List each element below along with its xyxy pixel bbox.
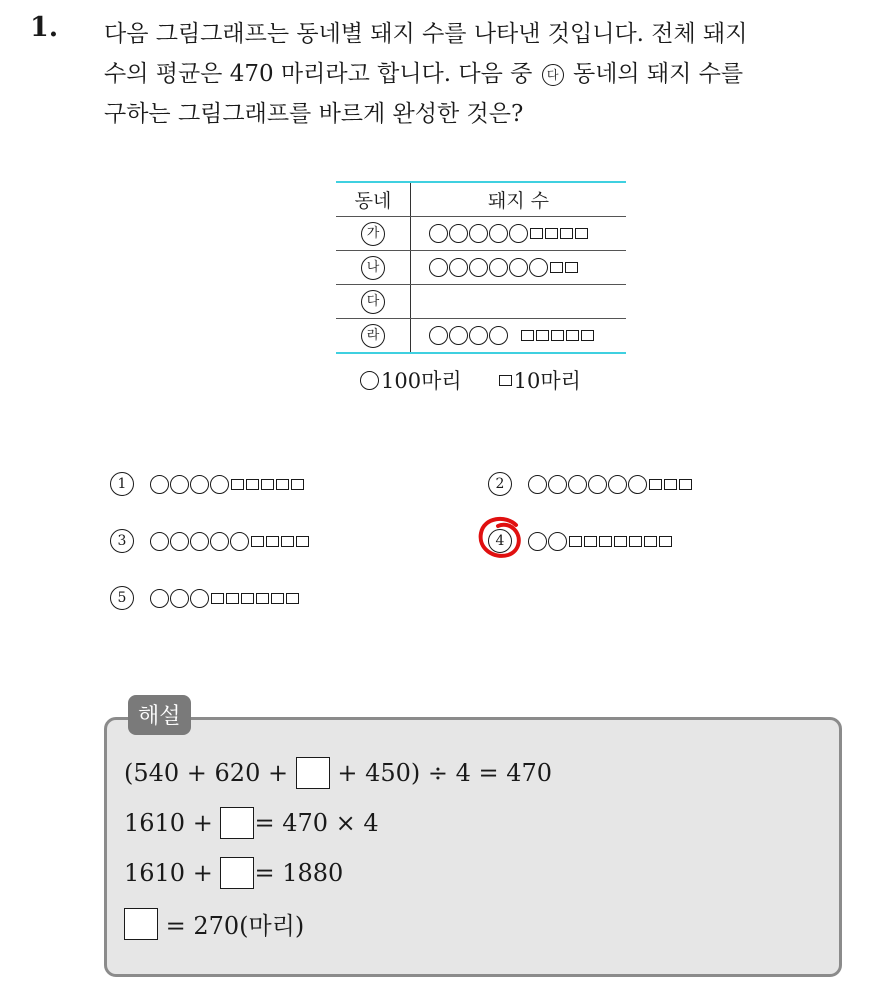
pictograph: [429, 258, 578, 277]
square-10-icon: [286, 593, 299, 604]
pictograph: [528, 532, 672, 551]
pictograph: [429, 224, 588, 243]
solution-equation-4: [124, 906, 304, 941]
choice-number: 3: [110, 529, 134, 553]
circle-100-icon: [509, 258, 528, 277]
circle-100-icon: [548, 532, 567, 551]
circle-100-icon: [568, 475, 587, 494]
eq2-right: = 470 × 4: [254, 809, 379, 837]
circle-100-icon: [529, 258, 548, 277]
legend-small: [498, 365, 581, 395]
question-line-3: 구하는 그림그래프를 바르게 완성한 것은?: [104, 101, 524, 127]
question-line-2-part-a: 수의 평균은 470 마리라고 합니다. 다음 중: [104, 61, 533, 87]
circle-100-icon: [150, 532, 169, 551]
square-10-icon: [281, 536, 294, 547]
square-10-icon: [211, 593, 224, 604]
circle-100-icon: [588, 475, 607, 494]
circle-100-icon: [469, 258, 488, 277]
circle-100-icon: [628, 475, 647, 494]
square-10-icon: [530, 228, 543, 239]
legend-small-label: 10마리: [513, 369, 581, 393]
circle-100-icon: [469, 224, 488, 243]
table-header-row: [336, 183, 626, 217]
pictograph: [150, 532, 309, 551]
square-10-icon: [575, 228, 588, 239]
circle-100-icon: [170, 475, 189, 494]
circle-100-icon: [210, 475, 229, 494]
square-10-icon: [276, 479, 289, 490]
circle-100-icon: [170, 589, 189, 608]
circle-100-icon: [489, 224, 508, 243]
choice-number: 5: [110, 586, 134, 610]
pig-count-cell: [411, 285, 626, 318]
choice-number: 2: [488, 472, 512, 496]
answer-check-mark: [476, 515, 524, 561]
legend-big: [360, 365, 462, 395]
circle-100-icon: [509, 224, 528, 243]
square-10-icon: [545, 228, 558, 239]
pictograph: [150, 475, 304, 494]
circle-100-icon: [429, 326, 448, 345]
table-row: [336, 251, 626, 285]
neighborhood-cell: [336, 319, 411, 352]
square-10-icon: [551, 330, 564, 341]
eq3-left: 1610 +: [124, 859, 221, 887]
circled-neighborhood-label: 나: [361, 256, 385, 280]
neighborhood-cell: [336, 251, 411, 284]
circled-neighborhood-label: 다: [361, 290, 385, 314]
circle-100-icon: [230, 532, 249, 551]
circle-100-icon: [429, 258, 448, 277]
pig-count-cell: [411, 319, 626, 352]
question-text: [104, 14, 864, 134]
circle-100-icon: [449, 258, 468, 277]
table-row: [336, 217, 626, 251]
circle-icon: [360, 371, 379, 390]
square-10-icon: [659, 536, 672, 547]
circle-100-icon: [170, 532, 189, 551]
table-row: [336, 319, 626, 352]
square-10-icon: [581, 330, 594, 341]
pictograph: [528, 475, 692, 494]
circle-100-icon: [528, 532, 547, 551]
circle-100-icon: [489, 326, 508, 345]
pictograph: [429, 326, 594, 345]
table-row: [336, 285, 626, 319]
square-10-icon: [566, 330, 579, 341]
square-10-icon: [226, 593, 239, 604]
circled-letter-da: 다: [542, 64, 564, 86]
blank-box: [124, 908, 158, 940]
neighborhood-cell: [336, 285, 411, 318]
solution-equation-1: [124, 757, 552, 789]
square-10-icon: [664, 479, 677, 490]
eq1-right: + 450) ÷ 4 = 470: [329, 759, 553, 787]
answer-choice-2[interactable]: [488, 472, 692, 496]
square-10-icon: [241, 593, 254, 604]
circle-100-icon: [150, 589, 169, 608]
circle-100-icon: [190, 475, 209, 494]
square-10-icon: [291, 479, 304, 490]
solution-equation-3: [124, 857, 343, 889]
solution-equation-2: [124, 807, 379, 839]
square-10-icon: [629, 536, 642, 547]
square-10-icon: [644, 536, 657, 547]
eq4-right: = 270(마리): [158, 912, 305, 940]
pig-count-cell: [411, 217, 626, 250]
circle-100-icon: [449, 326, 468, 345]
answer-choice-5[interactable]: [110, 586, 299, 610]
solution-tag: 해설: [128, 695, 191, 735]
circled-neighborhood-label: 라: [361, 324, 385, 348]
square-10-icon: [271, 593, 284, 604]
eq3-right: = 1880: [254, 859, 344, 887]
square-10-icon: [251, 536, 264, 547]
circle-100-icon: [469, 326, 488, 345]
circled-neighborhood-label: 가: [361, 222, 385, 246]
circle-100-icon: [608, 475, 627, 494]
square-10-icon: [679, 479, 692, 490]
neighborhood-cell: [336, 217, 411, 250]
legend-big-label: 100마리: [381, 369, 462, 393]
square-10-icon: [614, 536, 627, 547]
square-10-icon: [649, 479, 662, 490]
pig-count-cell: [411, 251, 626, 284]
square-10-icon: [256, 593, 269, 604]
square-10-icon: [569, 536, 582, 547]
circle-100-icon: [528, 475, 547, 494]
square-10-icon: [296, 536, 309, 547]
square-10-icon: [266, 536, 279, 547]
circle-100-icon: [190, 532, 209, 551]
question-number: 1.: [30, 12, 59, 43]
square-10-icon: [599, 536, 612, 547]
picture-graph-table: [336, 181, 626, 354]
square-10-icon: [246, 479, 259, 490]
eq1-left: (540 + 620 +: [124, 759, 296, 787]
blank-box: [220, 807, 254, 839]
header-pig-count: 돼지 수: [487, 190, 550, 212]
question-line-2: [104, 54, 864, 94]
square-10-icon: [550, 262, 563, 273]
pictograph: [150, 589, 299, 608]
blank-box: [220, 857, 254, 889]
square-10-icon: [560, 228, 573, 239]
square-10-icon: [536, 330, 549, 341]
eq2-left: 1610 +: [124, 809, 221, 837]
circle-100-icon: [150, 475, 169, 494]
circle-100-icon: [210, 532, 229, 551]
square-10-icon: [231, 479, 244, 490]
question-line-1: 다음 그림그래프는 동네별 돼지 수를 나타낸 것입니다. 전체 돼지: [104, 21, 748, 47]
circle-100-icon: [548, 475, 567, 494]
circle-100-icon: [429, 224, 448, 243]
question-line-2-part-b: 동네의 돼지 수를: [572, 61, 744, 87]
square-icon: [499, 375, 512, 386]
header-neighborhood: 동네: [336, 183, 411, 216]
square-10-icon: [261, 479, 274, 490]
square-10-icon: [521, 330, 534, 341]
square-10-icon: [565, 262, 578, 273]
choice-number: 1: [110, 472, 134, 496]
blank-box: [296, 757, 330, 789]
circle-100-icon: [489, 258, 508, 277]
answer-choice-1[interactable]: [110, 472, 304, 496]
answer-choice-3[interactable]: [110, 529, 309, 553]
square-10-icon: [584, 536, 597, 547]
graph-legend: [360, 365, 581, 395]
circle-100-icon: [449, 224, 468, 243]
circle-100-icon: [190, 589, 209, 608]
choice-number: 4: [488, 529, 512, 553]
